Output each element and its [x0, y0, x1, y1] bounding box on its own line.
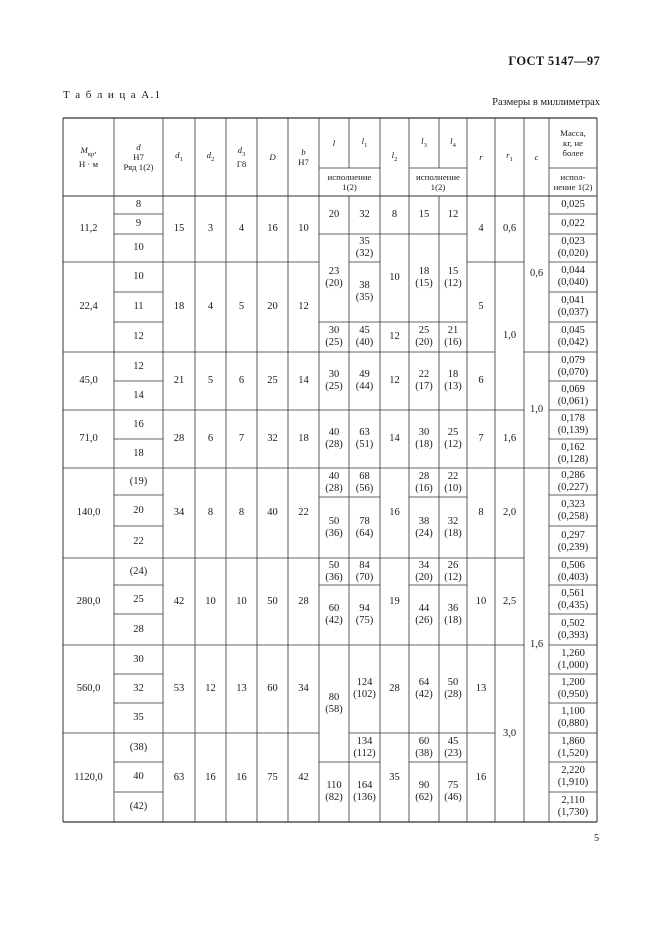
- cell-l1: 134 (112): [353, 735, 376, 759]
- header-l3: $l_3$: [421, 135, 427, 149]
- cell-b: 34: [298, 683, 309, 694]
- header-c: c: [534, 152, 539, 162]
- cell-d2: 8: [207, 507, 214, 518]
- cell-l: 110 (82): [325, 780, 343, 803]
- cell-d3: 10: [236, 595, 247, 607]
- cell-l3: 60 (38): [415, 735, 433, 759]
- units-note: Размеры в миллиметрах: [492, 97, 600, 108]
- cell-l2: 12: [389, 331, 400, 342]
- cell-mass: 0,162 (0,128): [557, 441, 589, 465]
- cell-D: 75: [267, 771, 278, 783]
- cell-mass: 1,260 (1,000): [557, 647, 589, 671]
- cell-d: 30: [133, 653, 144, 665]
- cell-r: 4: [478, 223, 484, 234]
- cell-l3: 18 (15): [415, 266, 433, 289]
- cell-b: 12: [298, 301, 309, 312]
- cell-d2: 5: [207, 375, 214, 386]
- cell-l1: 32: [359, 209, 370, 220]
- header-b: b Н7: [298, 147, 309, 167]
- cell-b: 28: [298, 595, 309, 607]
- cell-l1: 35 (32): [355, 236, 374, 259]
- cell-mass: 1,200 (0,950): [557, 676, 589, 700]
- cell-d1: 53: [173, 683, 185, 694]
- cell-mass: 0,044 (0,040): [557, 265, 589, 288]
- cell-d3: 8: [238, 507, 245, 518]
- cell-mass: 2,110 (1,730): [557, 795, 589, 818]
- cell-d2: 12: [205, 683, 216, 694]
- header-D: D: [269, 152, 276, 162]
- cell-d: 14: [133, 389, 144, 401]
- cell-d: (38): [129, 741, 148, 753]
- cell-l1: 78 (64): [355, 515, 374, 539]
- cell-mkr: 280,0: [76, 595, 101, 607]
- cell-l: 40 (28): [325, 427, 343, 450]
- cell-l2: 14: [389, 433, 400, 444]
- cell-d: 12: [133, 360, 144, 372]
- cell-b: 42: [298, 771, 309, 783]
- cell-mass: 0,041 (0,037): [557, 295, 589, 318]
- cell-l2: 12: [389, 375, 400, 386]
- document-code: ГОСТ 5147—97: [508, 54, 600, 68]
- cell-l2: 35: [389, 771, 400, 783]
- cell-b: 10: [298, 223, 309, 234]
- cell-r: 10: [475, 595, 487, 607]
- header-r1: $r_1$: [506, 149, 513, 163]
- header-l2: $l_2$: [391, 149, 398, 163]
- cell-d: 18: [133, 447, 144, 459]
- cell-mkr: 22,4: [79, 301, 98, 312]
- cell-d: (19): [129, 475, 148, 487]
- cell-d: 40: [133, 771, 144, 782]
- cell-d3: 7: [238, 433, 245, 444]
- cell-d: (42): [129, 801, 148, 812]
- cell-d: 20: [133, 504, 144, 516]
- cell-mass: 0,069 (0,061): [557, 383, 589, 407]
- cell-d1: 34: [173, 507, 185, 518]
- page-number: 5: [594, 833, 599, 844]
- cell-d3: 5: [238, 301, 245, 312]
- cell-l1: 94 (75): [355, 603, 374, 626]
- cell-mass: 0,025: [561, 199, 585, 210]
- cell-l: 60 (42): [325, 603, 343, 626]
- header-mass: Масса, кг, не более: [560, 128, 586, 158]
- header-mkr: $M_{кр}$, Н · м: [78, 144, 99, 170]
- cell-l3: 44 (26): [415, 603, 433, 626]
- header-d1: $d_1$: [175, 149, 183, 163]
- cell-d1: 63: [173, 771, 185, 783]
- header-l: l: [332, 138, 336, 148]
- header-l1: $l_1$: [361, 135, 368, 149]
- cell-d1: 15: [173, 223, 185, 234]
- cell-mkr: 140,0: [76, 507, 101, 518]
- cell-l: 80 (58): [325, 691, 343, 715]
- cell-l4: 26 (12): [444, 559, 462, 583]
- cell-d: 11: [133, 301, 144, 312]
- cell-d3: 6: [238, 375, 245, 386]
- cell-mass: 0,023 (0,020): [557, 236, 589, 259]
- cell-d: 10: [133, 242, 144, 253]
- cell-d: 8: [135, 199, 142, 210]
- cell-d3: 16: [236, 771, 247, 783]
- cell-mass: 0,323 (0,258): [557, 498, 589, 522]
- cell-l3: 25 (20): [415, 325, 433, 348]
- cell-r: 6: [478, 375, 484, 386]
- cell-r1: 3,0: [502, 727, 517, 739]
- cell-l2: 28: [389, 683, 400, 694]
- cell-l3: 30 (18): [415, 427, 433, 450]
- cell-d: 22: [133, 536, 144, 547]
- cell-mass: 0,022: [561, 218, 585, 229]
- cell-l1: 45 (40): [355, 325, 374, 348]
- cell-r1: 1,0: [502, 330, 517, 341]
- cell-d1: 18: [173, 301, 185, 312]
- cell-l4: 15 (12): [444, 266, 462, 289]
- table-caption: Т а б л и ц а А.1: [63, 89, 162, 101]
- cell-D: 32: [267, 433, 278, 444]
- cell-c: 1,6: [529, 639, 544, 650]
- cell-l1: 164 (136): [353, 780, 376, 803]
- cell-l: 30 (25): [325, 325, 343, 348]
- cell-b: 14: [298, 375, 309, 386]
- cell-d: 16: [133, 418, 144, 430]
- cell-mass: 1,860 (1,520): [557, 735, 589, 759]
- cell-c: 0,6: [529, 268, 544, 279]
- cell-l2: 16: [389, 507, 400, 518]
- cell-l2: 10: [389, 272, 400, 283]
- cell-mass: 0,286 (0,227): [557, 469, 589, 493]
- cell-d1: 42: [173, 595, 185, 607]
- cell-mkr: 45,0: [79, 375, 98, 386]
- cell-d1: 28: [173, 433, 185, 444]
- cell-l3: 38 (24): [415, 515, 433, 539]
- cell-l3: 28 (16): [415, 470, 433, 494]
- cell-D: 60: [267, 683, 278, 694]
- cell-r: 7: [478, 433, 484, 444]
- cell-l1: 49 (44): [355, 369, 374, 392]
- cell-d3: 4: [238, 223, 245, 234]
- cell-d2: 10: [205, 595, 216, 607]
- cell-mass: 0,297 (0,239): [557, 530, 589, 553]
- header-d3: $d_3$ Г8: [236, 144, 247, 170]
- cell-mass: 0,079 (0,070): [557, 354, 589, 378]
- cell-l: 23 (20): [325, 266, 343, 289]
- cell-d: 32: [133, 682, 144, 694]
- cell-mass: 1,100 (0,880): [557, 706, 589, 729]
- cell-r1: 1,6: [502, 433, 517, 444]
- cell-l1: 124 (102): [353, 677, 376, 700]
- cell-l3: 22 (17): [415, 369, 433, 392]
- cell-d: (24): [129, 565, 148, 577]
- cell-d2: 4: [207, 301, 214, 312]
- cell-l4: 75 (46): [444, 780, 462, 803]
- cell-mass: 0,502 (0,393): [557, 617, 589, 641]
- header-mass-exec: испол- нение 1(2): [553, 172, 593, 192]
- cell-d1: 21: [173, 375, 185, 386]
- cell-D: 20: [267, 301, 278, 312]
- cell-d: 35: [133, 712, 144, 723]
- cell-l4: 12: [447, 209, 459, 220]
- header-d: d Н7 Ряд 1(2): [123, 142, 154, 172]
- cell-l: 30 (25): [325, 369, 343, 392]
- cell-l1: 84 (70): [355, 559, 374, 583]
- header-d2: $d_2$: [206, 149, 215, 163]
- cell-r1: 2,5: [502, 595, 517, 607]
- cell-l4: 45 (23): [444, 735, 462, 759]
- header-exec-l: исполнение 1(2): [327, 172, 372, 192]
- cell-r: 16: [475, 771, 487, 783]
- cell-l1: 38 (35): [355, 280, 374, 303]
- cell-b: 18: [298, 433, 309, 444]
- cell-d3: 13: [236, 683, 247, 694]
- cell-b: 22: [298, 507, 309, 518]
- cell-mass: 0,178 (0,139): [557, 412, 589, 436]
- cell-d: 28: [133, 623, 144, 635]
- cell-mass: 0,561 (0,435): [557, 587, 589, 611]
- cell-r: 5: [478, 301, 484, 312]
- cell-l4: 18 (13): [444, 369, 462, 392]
- cell-l2: 8: [391, 209, 398, 220]
- cell-l4: 50 (28): [444, 677, 462, 700]
- cell-d: 25: [133, 593, 144, 605]
- cell-l: 20: [328, 209, 340, 220]
- cell-d2: 16: [205, 771, 216, 783]
- cell-d: 9: [135, 218, 142, 229]
- cell-l1: 68 (56): [355, 470, 374, 494]
- cell-d: 10: [133, 271, 144, 282]
- cell-D: 50: [267, 595, 278, 607]
- header-r: r: [479, 152, 483, 162]
- cell-r: 8: [478, 507, 484, 518]
- cell-l4: 25 (12): [444, 427, 462, 450]
- cell-D: 16: [267, 223, 278, 234]
- cell-l4: 21 (16): [444, 325, 462, 348]
- cell-l: 40 (28): [325, 470, 343, 494]
- cell-l1: 63 (51): [355, 427, 374, 450]
- cell-d2: 6: [207, 433, 214, 444]
- cell-d2: 3: [207, 223, 214, 234]
- cell-mass: 2,220 (1,910): [557, 765, 589, 788]
- cell-l4: 36 (18): [444, 603, 462, 626]
- cell-l3: 90 (62): [415, 780, 433, 803]
- header-exec-l3: исполнение 1(2): [416, 172, 460, 192]
- cell-mass: 0,506 (0,403): [557, 559, 589, 583]
- cell-mkr: 560,0: [76, 683, 101, 694]
- cell-mkr: 71,0: [79, 433, 98, 444]
- cell-l: 50 (36): [325, 515, 343, 539]
- cell-c: 1,0: [529, 404, 544, 415]
- cell-mkr: 1120,0: [74, 771, 103, 783]
- cell-mkr: 11,2: [79, 223, 98, 234]
- cell-mass: 0,045 (0,042): [557, 325, 589, 348]
- cell-l3: 64 (42): [415, 677, 433, 700]
- cell-d: 12: [133, 331, 144, 342]
- cell-l2: 19: [389, 595, 400, 607]
- cell-l: 50 (36): [325, 559, 343, 583]
- cell-l4: 22 (10): [444, 470, 462, 494]
- cell-D: 25: [267, 375, 278, 386]
- header-l4: $l_4$: [450, 135, 456, 149]
- cell-r: 13: [475, 683, 487, 694]
- cell-l3: 15: [418, 209, 430, 220]
- cell-D: 40: [267, 507, 278, 518]
- cell-r1: 2,0: [502, 507, 517, 518]
- cell-l3: 34 (20): [415, 559, 433, 583]
- cell-l4: 32 (18): [444, 515, 462, 539]
- cell-r1: 0,6: [502, 223, 517, 234]
